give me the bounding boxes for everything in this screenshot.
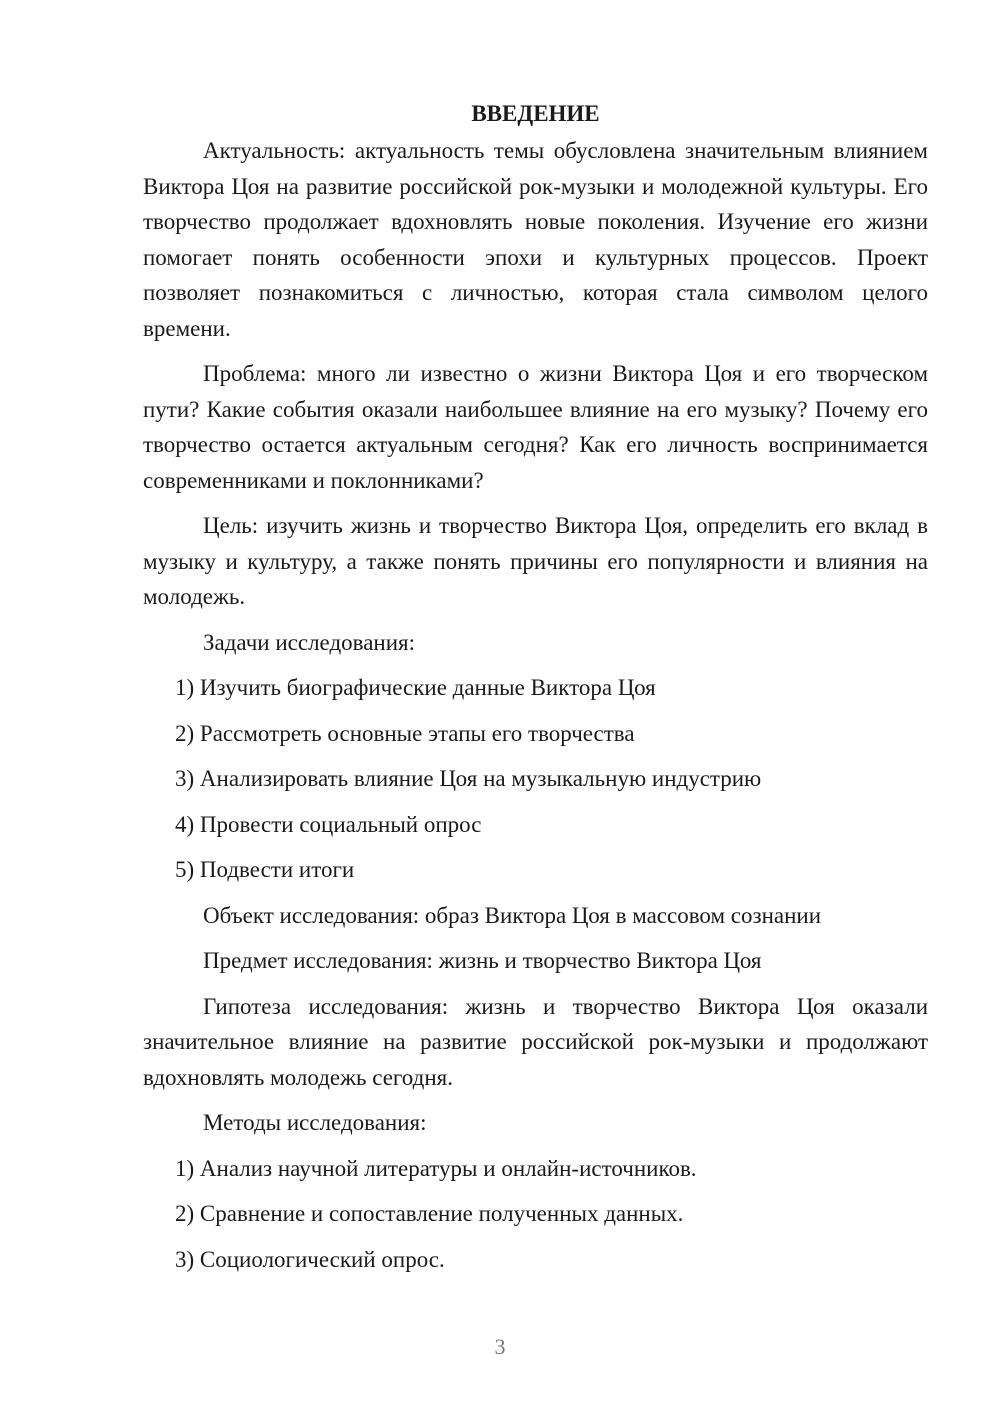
list-item: 3) Анализировать влияние Цоя на музыкальную индустрию <box>175 766 762 791</box>
list-item: 2) Рассмотреть основные этапы его творчества <box>175 720 635 746</box>
page-number: 3 <box>494 1334 506 1359</box>
methods-list <box>143 1151 928 1278</box>
list-item: 3) Социологический опрос. <box>175 1246 445 1272</box>
list-item: 4) Провести социальный опрос <box>175 811 482 837</box>
subject-line: Предмет исследования: жизнь и творчество Виктора Цоя <box>203 948 762 973</box>
page-title: ВВЕДЕНИЕ <box>471 101 600 126</box>
list-item: 2) Сравнение и сопоставление полученных данных. <box>175 1201 684 1226</box>
relevance-paragraph: Актуальность: актуальность темы обусловлена значительным влиянием Виктора Цоя на развитие российской рок-музыки и молодежной культуры. Его творчество продолжает вдохновлять новые поколения. Изучение его жизни помогает понять особенности эпохи и культурных процессов. Проект позволяет познакомиться с личностью, которая стала символом целого времени. <box>143 138 928 341</box>
list-item: 1) Анализ научной литературы и онлайн-источников. <box>175 1155 697 1181</box>
list-item: 1) Изучить биографические данные Виктора Цоя <box>175 675 656 700</box>
goal-paragraph: Цель: изучить жизнь и творчество Виктора Цоя, определить его вклад в музыку и культуру, а также понять причины его популярности и влияния на молодежь. <box>143 513 928 609</box>
methods-heading: Методы исследования: <box>203 1110 427 1135</box>
page-content <box>143 96 928 1287</box>
hypothesis-paragraph: Гипотеза исследования: жизнь и творчество Виктора Цоя оказали значительное влияние на развитие российской рок-музыки и продолжают вдохновлять молодежь сегодня. <box>143 993 928 1090</box>
problem-paragraph: Проблема: много ли известно о жизни Виктора Цоя и его творческом пути? Какие события оказали наибольшее влияние на его музыку? Почему его творчество остается актуальным сегодня? Как его личность воспринимается современниками и поклонниками? <box>143 361 928 493</box>
object-line: Объект исследования: образ Виктора Цоя в массовом сознании <box>203 902 822 928</box>
list-item: 5) Подвести итоги <box>175 857 355 882</box>
tasks-heading: Задачи исследования: <box>203 629 416 655</box>
tasks-list <box>143 670 928 888</box>
